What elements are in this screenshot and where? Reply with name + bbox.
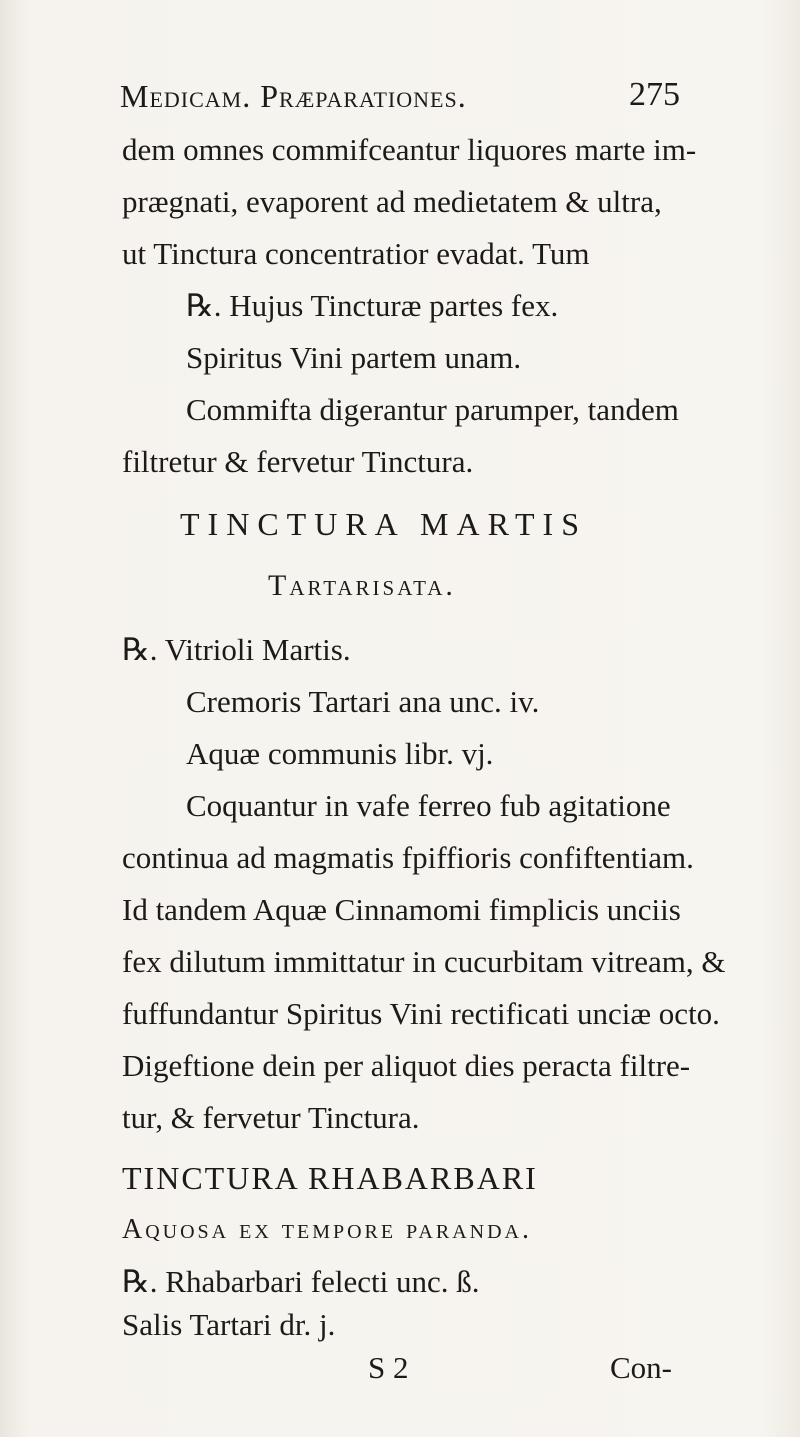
- section-heading-martis: TINCTURA MARTIS: [180, 506, 587, 542]
- text-line: Spiritus Vini partem unam.: [186, 340, 522, 375]
- text-line: Id tandem Aquæ Cinnamomi fimplicis unciis: [122, 892, 681, 927]
- text-line: ℞. Hujus Tincturæ partes fex.: [186, 288, 559, 323]
- text-line: prægnati, evaporent ad medietatem & ultra,: [122, 184, 662, 219]
- text-line: Aquæ communis libr. vj.: [186, 736, 494, 771]
- text-line: fex dilutum immittatur in cucurbitam vitream, &: [122, 944, 726, 979]
- text-line: fuffundantur Spiritus Vini rectificati unciæ octo.: [122, 996, 720, 1031]
- section-subheading-tartarisata: Tartarisata.: [268, 569, 456, 602]
- text-line: ℞. Vitrioli Martis.: [122, 632, 351, 667]
- running-title: Medicam. Præparationes.: [120, 78, 467, 114]
- catchword: Con-: [610, 1350, 672, 1385]
- text-line: continua ad magmatis fpiffioris confiftentiam.: [122, 840, 694, 875]
- text-line: Commifta digerantur parumper, tandem: [186, 392, 679, 427]
- section-heading-rhabarbari: TINCTURA RHABARBARI: [122, 1160, 538, 1196]
- signature-mark: S 2: [368, 1350, 409, 1385]
- text-line: Salis Tartari dr. j.: [122, 1307, 336, 1342]
- section-subheading-aquosa: Aquosa ex tempore paranda.: [122, 1214, 532, 1245]
- text-line: dem omnes commifceantur liquores marte im-: [122, 132, 697, 167]
- text-line: tur, & fervetur Tinctura.: [122, 1100, 420, 1135]
- page-footer: [0, 1350, 800, 1394]
- text-line: Cremoris Tartari ana unc. iv.: [186, 684, 540, 719]
- text-line: ut Tinctura concentratior evadat. Tum: [122, 236, 590, 271]
- page-number: 275: [629, 76, 680, 113]
- running-header: [120, 72, 680, 122]
- text-line: filtretur & fervetur Tinctura.: [122, 444, 474, 479]
- text-line: Coquantur in vafe ferreo fub agitatione: [186, 788, 671, 823]
- text-line: ℞. Rhabarbari felecti unc. ß.: [122, 1264, 480, 1299]
- text-line: Digeftione dein per aliquot dies peracta filtre-: [122, 1048, 691, 1083]
